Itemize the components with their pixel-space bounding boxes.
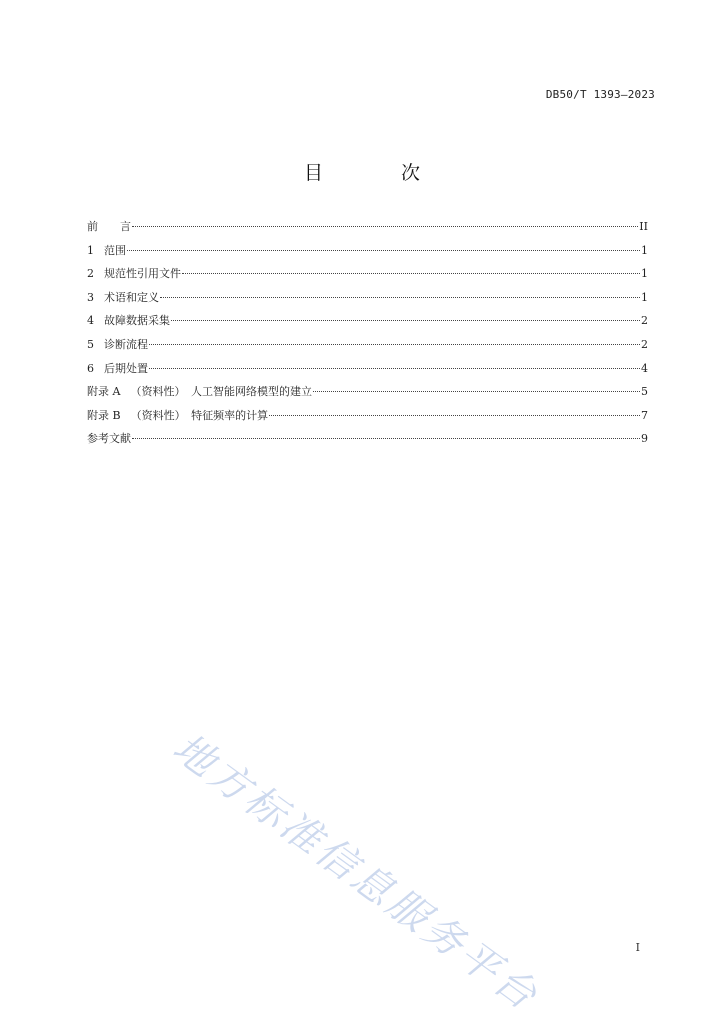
toc-entry-bibliography[interactable]	[87, 431, 648, 455]
toc-entry-label: 术语和定义	[104, 290, 159, 304]
table-of-contents	[87, 219, 648, 455]
toc-leader-dots	[182, 273, 640, 274]
toc-entry-page: 9	[641, 432, 648, 446]
toc-entry-page: 1	[641, 267, 648, 281]
toc-leader-dots	[269, 415, 640, 416]
toc-entry-label: 范围	[104, 243, 126, 257]
toc-leader-dots	[132, 438, 640, 439]
toc-leader-dots	[127, 250, 640, 251]
toc-leader-dots	[160, 297, 640, 298]
toc-entry-normative-references[interactable]	[87, 266, 648, 290]
toc-entry-foreword[interactable]	[87, 219, 648, 243]
toc-leader-dots	[171, 320, 640, 321]
toc-entry-page: 7	[641, 408, 648, 422]
toc-entry-label: 前 言	[87, 220, 131, 233]
toc-entry-post-disposal[interactable]	[87, 361, 648, 385]
toc-entry-number: 附录 A	[87, 385, 121, 399]
toc-entry-page: 5	[641, 385, 648, 399]
toc-title: 目 次	[303, 162, 457, 184]
toc-entry-page: 2	[641, 337, 648, 351]
page-number: I	[635, 941, 640, 954]
toc-entry-appendix-b[interactable]	[87, 408, 648, 432]
toc-entry-terms-definitions[interactable]	[87, 290, 648, 314]
toc-entry-appendix-a[interactable]	[87, 384, 648, 408]
toc-leader-dots	[149, 344, 640, 345]
toc-entry-number: 附录 B	[87, 408, 121, 422]
toc-entry-number: 3	[87, 290, 94, 304]
toc-entry-number: 5	[87, 337, 94, 351]
toc-entry-number: 2	[87, 267, 94, 281]
toc-entry-scope[interactable]	[87, 243, 648, 267]
toc-entry-page: 2	[641, 314, 648, 328]
toc-entry-page: II	[639, 220, 648, 233]
toc-entry-number: 6	[87, 361, 94, 375]
toc-entry-label: 诊断流程	[104, 337, 148, 351]
toc-entry-label: （资料性） 人工智能网络模型的建立	[130, 385, 312, 399]
toc-entry-number: 1	[87, 243, 94, 257]
toc-entry-page: 1	[641, 243, 648, 257]
toc-entry-page: 1	[641, 290, 648, 304]
toc-entry-fault-data-collection[interactable]	[87, 313, 648, 337]
toc-leader-dots	[132, 226, 638, 227]
toc-entry-diagnosis-process[interactable]	[87, 337, 648, 361]
toc-entry-label: 规范性引用文件	[104, 267, 181, 281]
toc-entry-label: 参考文献	[87, 432, 131, 446]
standard-code: DB50/T 1393—2023	[545, 88, 655, 101]
toc-entry-number: 4	[87, 314, 94, 328]
toc-entry-page: 4	[641, 361, 648, 375]
toc-leader-dots	[313, 391, 640, 392]
watermark: 地方标准信息服务平台	[164, 724, 548, 1021]
toc-entry-label: 后期处置	[104, 361, 148, 375]
toc-entry-label: 故障数据采集	[104, 314, 170, 328]
toc-entry-label: （资料性） 特征频率的计算	[130, 408, 269, 422]
toc-leader-dots	[149, 368, 640, 369]
